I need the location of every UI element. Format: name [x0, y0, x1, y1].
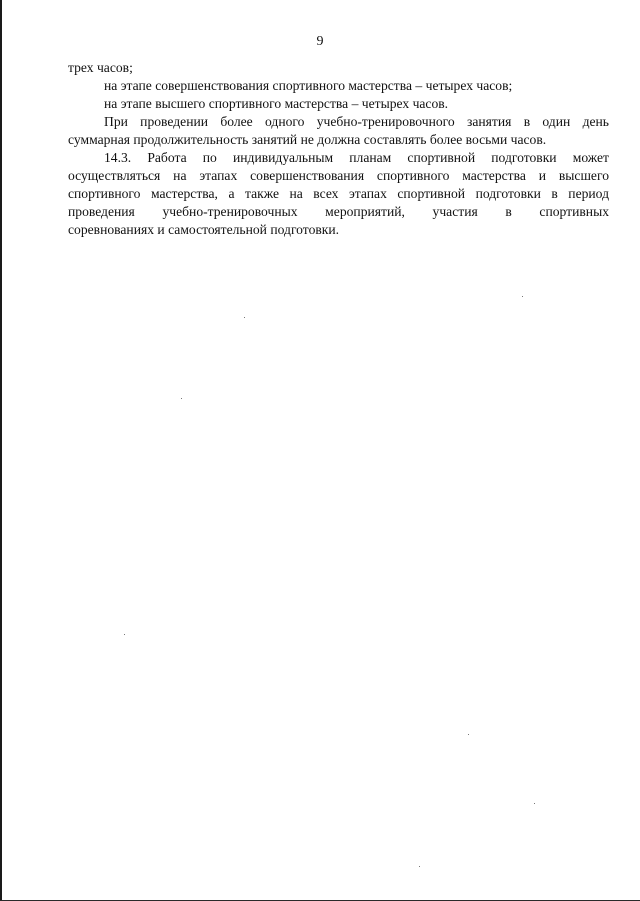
document-body	[68, 59, 609, 239]
scan-speck	[419, 866, 420, 867]
paragraph-14-3-line-5: соревнованиях и самостоятельной подготовки.	[68, 222, 340, 237]
paragraph-14-3-line-3: спортивного мастерства, а также на всех этапах спортивной подготовки в период	[68, 186, 609, 201]
paragraph-14-3-line-2: осуществляться на этапах совершенствования спортивного мастерства и высшего	[68, 168, 609, 183]
scan-speck	[124, 634, 125, 635]
text-line-hours-ending: трех часов;	[68, 60, 133, 75]
scan-left-edge	[0, 0, 2, 901]
scan-speck	[534, 803, 535, 804]
text-line-higher-stage: на этапе высшего спортивного мастерства – четырех часов.	[104, 96, 449, 111]
paragraph-multiple-sessions-line-2: суммарная продолжительность занятий не должна составлять более восьми часов.	[68, 132, 547, 147]
scan-speck	[181, 398, 182, 399]
scan-speck	[468, 734, 469, 735]
paragraph-multiple-sessions-line-1: При проведении более одного учебно-тренировочного занятия в один день	[104, 114, 609, 129]
text-line-improvement-stage: на этапе совершенствования спортивного мастерства – четырех часов;	[104, 78, 513, 93]
paragraph-14-3-line-1: 14.3. Работа по индивидуальным планам спортивной подготовки может	[104, 150, 609, 165]
scan-speck	[244, 317, 245, 318]
scan-speck	[522, 296, 523, 297]
page-number: 9	[316, 34, 324, 49]
paragraph-14-3-line-4: проведения учебно-тренировочных мероприятий, участия в спортивных	[68, 204, 609, 219]
